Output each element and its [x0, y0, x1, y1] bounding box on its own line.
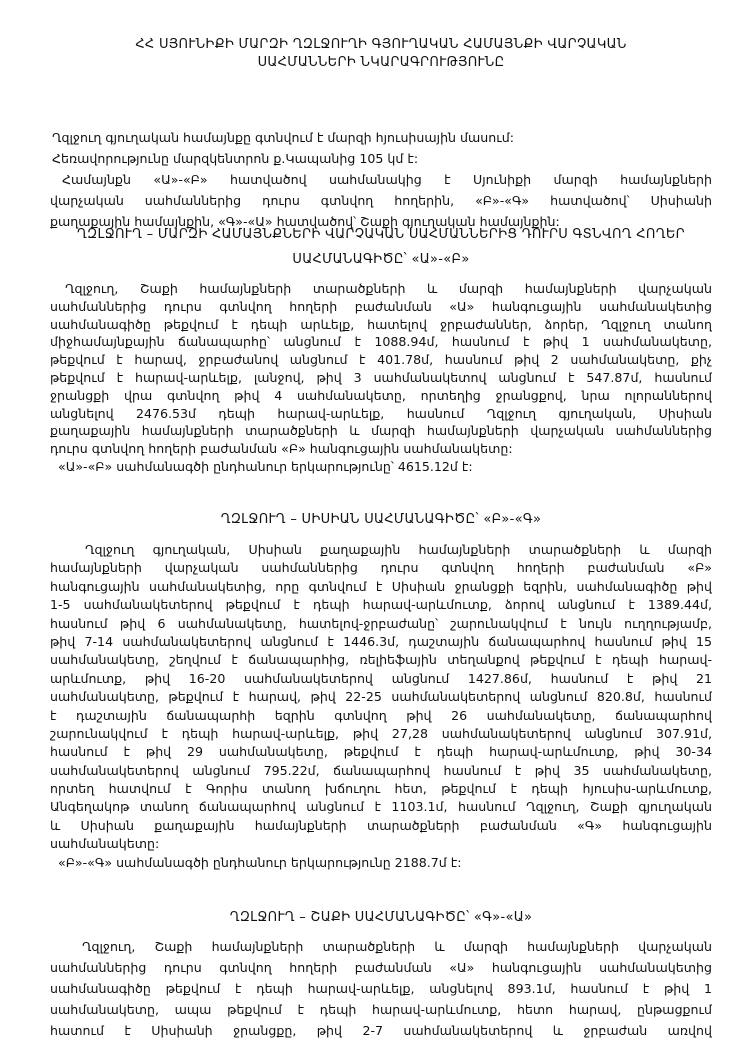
text-line: սահմաններից դուրս գտնվող հողերի բաժանման «Ա» հանգուցային սահմանակետից [50, 298, 712, 314]
section-total-length [50, 854, 712, 872]
text-line: ջրանցքի վրա գտնվող թիվ 4 սահմանակետը, որտեղից ջրանցքով, նրա ոլորաններով [50, 387, 712, 403]
text-line: դուրս գտնվող հողերի բաժանման «Բ» հանգուցային սահմանակետը: [50, 441, 513, 457]
text-line: հատում է Սիսիանի ջրանցքը, թիվ 2-7 սահմանակետերով և ջրբաժան առվով [50, 1023, 712, 1038]
text-line: քաղաքային համայնքների տարածքների և մարզի համայնքների վարչական սահմաններից [50, 423, 712, 439]
text-line: հասնում է թիվ 29 սահմանակետը, թեքվում է դեպի հարավ-արևմուտք, թիվ 30-34 [50, 744, 712, 760]
text-line: որտեղ հատվում է Գորիս տանող խճուղու հետ, թեքվում է դեպի հյուսիս-արևմուտք, [50, 781, 712, 797]
section-heading [50, 909, 712, 927]
heading-line: ՂԶԼՋՈՒՂ – ՍԻՍԻԱՆ ՍԱՀՄԱՆԱԳԻԾԸ՝ «Բ»-«Գ» [220, 512, 542, 527]
text-line: անցնելով 2476.53մ դեպի հարավ-արևելք, հասնում Ղզլջուղ գյուղական, Սիսիան [50, 405, 712, 421]
text-line: և Սիսիան քաղաքային համայնքների տարածքների բաժանման «Գ» հանգուցային [50, 817, 712, 833]
text-line: Անգեղակոթ տանող ճանապարհով անցնում է 1103.1մ, հասնում Ղզլջուղ, Շաքի գյուղական [50, 799, 712, 815]
text-line: համայնքների վարչական սահմաններից դուրս գտնվող հողերի բաժանման «Բ» [50, 560, 712, 576]
text-line: է դաշտային ճանապարհի եզրին գտնվող թիվ 26 սահմանակետը, ճանապարհով [50, 707, 712, 723]
text-line: շարունակվում է դեպի հարավ-արևելք, թիվ 27,28 սահմանակետերով անցնում 307.91մ, [50, 725, 712, 741]
section-paragraph [50, 936, 712, 1041]
text-line: 1-5 սահմանակետերով թեքվում է դեպի հարավ-արևմուտք, ձորով անցնում է 1389.44մ, [50, 597, 712, 613]
text-line: հանգուցային սահմանակետից, որը գտնվում է Սիսիան ջրանցքի եզրին, սահմանագիծը թիվ [50, 578, 712, 594]
section-paragraph [50, 541, 712, 854]
heading-line: ՂԶԼՋՈՒՂ – ՄԱՐԶԻ ՀԱՄԱՅՆՔՆԵՐԻ ՎԱՐՉԱԿԱՆ ՍԱՀՄԱՆՆԵՐԻՑ ԴՈՒՐՍ ԳՏՆՎՈՂ ՀՈՂԵՐ [77, 227, 685, 242]
text-line: սահմանագիծը թեքվում է դեպի հարավ-արևելք, անցնելով 893.1մ, հասնում է թիվ 1 [50, 981, 712, 996]
heading-line: ՂԶԼՋՈՒՂ – ՇԱՔԻ ՍԱՀՄԱՆԱԳԻԾԸ՝ «Գ»-«Ա» [229, 910, 533, 925]
title-line: ՍԱՀՄԱՆՆԵՐԻ ՆԿԱՐԱԳՐՈՒԹՅՈՒՆԸ [257, 55, 505, 70]
document-title [50, 36, 712, 72]
text-line: թիվ 7-14 սահմանակետերով անցնում է 1446.3մ, դաշտային ճանապարհով հասնում թիվ 15 [50, 633, 712, 649]
text-line: սահմանակետը: [50, 836, 160, 852]
heading-line: ՍԱՀՄԱՆԱԳԻԾԸ՝ «Ա»-«Բ» [292, 252, 470, 267]
intro-paragraph [50, 127, 712, 232]
text-line: միջհամայնքային ճանապարհը՝ անցնում է 1088.94մ, հասնում է թիվ 1 սահմանակետը, [50, 334, 712, 350]
text-line: Ղզլջուղ, Շաքի համայնքների տարածքների և մարզի համայնքների վարչական [82, 939, 712, 954]
text-line: Ղզլջուղ, Շաքի համայնքների տարածքների և մարզի համայնքների վարչական [65, 281, 712, 296]
total-length-line: «Բ»-«Գ» սահմանագծի ընդհանուր երկարությունը 2188.7մ է: [58, 855, 462, 870]
text-line: սահմանագիծը թեքվում է դեպի արևելք, հատելով ջրբաժաններ, ձորեր, Ղզլջուղ տանող [50, 316, 712, 332]
text-line: արևմուտք, թիվ 16-20 սահմանակետերով անցնում 1427.86մ, հասնում է թիվ 21 [50, 670, 712, 686]
text-line: սահմանակետերով անցնում 795.22մ, ճանապարհով հասնում է թիվ 35 սահմանակետը, [50, 762, 712, 778]
section-heading [50, 222, 712, 272]
text-line: թեքվում է հարավ-արևելք, լանջով, թիվ 3 սահմանակետով անցնում է 547.87մ, հասնում [50, 369, 712, 385]
text-line: սահմանակետը, թեքվում է հարավ, թիվ 22-25 սահմանակետերով անցնում 820.8մ, հասնում [50, 689, 712, 705]
section-paragraph [50, 280, 712, 458]
text-line: սահմանակետը, ապա թեքվում է դեպի հարավ-արևմուտք, հետո հարավ, ընթացքում [50, 1002, 712, 1017]
total-length-line: «Ա»-«Բ» սահմանագծի ընդհանուր երկարությունը՝ 4615.12մ է: [58, 459, 473, 474]
text-line: վարչական սահմաններից դուրս գտնվող հողերին, «Բ»-«Գ» հատվածով՝ Սիսիանի [50, 193, 712, 208]
section-total-length [50, 458, 712, 476]
section-heading [50, 511, 712, 529]
title-line: ՀՀ ՍՅՈՒՆԻՔԻ ՄԱՐԶԻ ՂԶԼՋՈՒՂԻ ԳՅՈՒՂԱԿԱՆ ՀԱՄԱՅՆՔԻ ՎԱՐՉԱԿԱՆ [135, 37, 627, 52]
text-line: Հեռավորությունը մարզկենտրոն ք.Կապանից 105 կմ է: [52, 151, 419, 166]
text-line: քաղաքային համայնքին, «Գ»-«Ա» հատվածով՝ Շաքի գյուղական համայնքին: [50, 214, 560, 229]
text-line: Համայնքն «Ա»-«Բ» հատվածով սահմանակից է Սյունիքի մարզի համայնքների [62, 172, 712, 187]
text-line: սահմաններից դուրս գտնվող հողերի բաժանման «Ա» հանգուցային սահմանակետից [50, 960, 712, 975]
text-line: Ղզլջուղ գյուղական, Սիսիան քաղաքային համայնքների տարածքների և մարզի [85, 542, 712, 557]
text-line: Ղզլջուղ գյուղական համայնքը գտնվում է մարզի հյուսիսային մասում: [52, 130, 514, 145]
text-line: սահմանակետը, շեղվում է ճանապարհից, ռելիեֆային տեղանքով թեքվում է դեպի հարավ- [50, 652, 712, 668]
text-line: թեքվում է հարավ, ջրբաժանով անցնում է 401.78մ, հասնում թիվ 2 սահմանակետը, քիչ [50, 352, 712, 368]
text-line: հասնում թիվ 6 սահմանակետը, հատելով-ջրբաժանը՝ շարունակվում է նույն ուղղությամբ, [50, 615, 712, 631]
